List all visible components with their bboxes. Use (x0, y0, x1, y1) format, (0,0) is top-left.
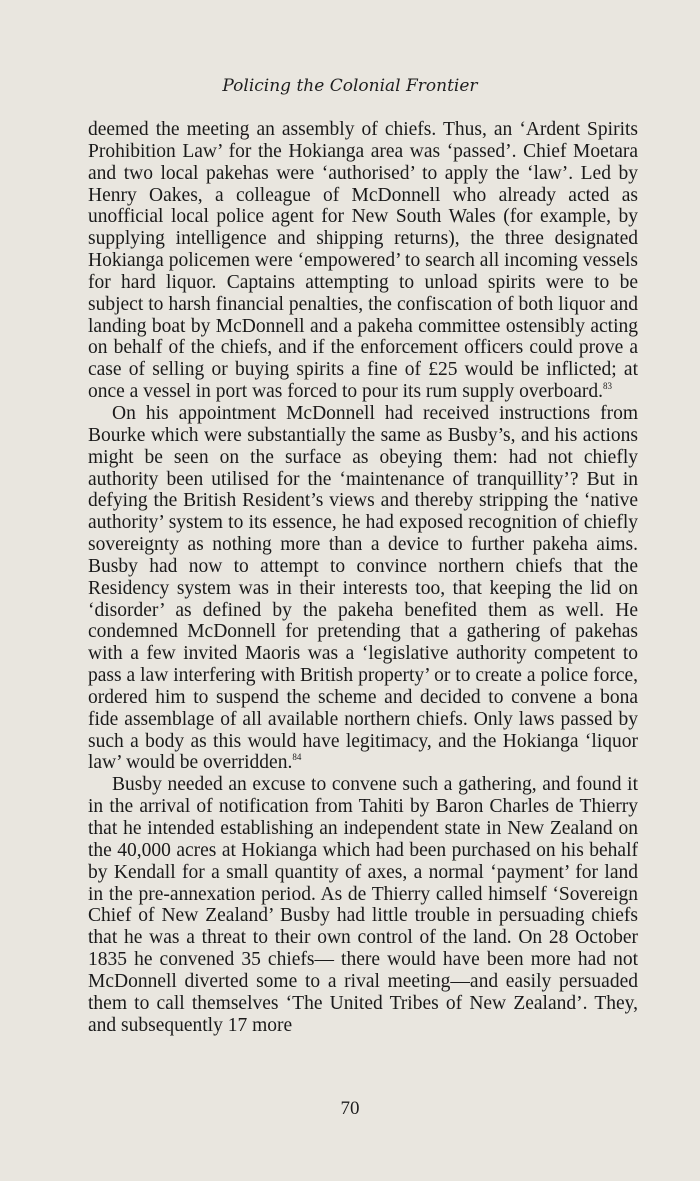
footnote-ref-83: 83 (603, 381, 612, 392)
page-number: 70 (340, 1098, 360, 1119)
paragraph-text: Busby needed an excuse to convene such a gathering, and found it in the arrival of notification from Tahiti by Baron Charles de Thierry that he intended establishing an independent state in New Zealand on the 40,000 acres at Hokianga which had been purchased on his behalf by Kendall for a small quantity of axes, a normal ‘payment’ for land in the pre-annexation period. As de Thierry called himself ‘Sovereign Chief of New Zealand’ Busby had little trouble in persuading chiefs that he was a threat to their own control of the land. On 28 October 1835 he convened 35 chiefs— there would have been more had not McDonnell diverted some to a rival meeting—and easily persuaded them to call themselves ‘The United Tribes of New Zealand’. They, and subsequently 17 more (88, 774, 638, 1036)
paragraph-3 (88, 774, 638, 1036)
footnote-ref-84: 84 (292, 752, 302, 763)
paragraph-text: On his appointment McDonnell had received instructions from Bourke which were substantially the same as Busby’s, and his actions might be seen on the surface as obeying them: had not chiefly authority been utilised for the ‘maintenance of tranquillity’? But in defying the British Resident’s views and thereby stripping the ‘native authority’ system to its essence, he had exposed recognition of chiefly sovereignty as nothing more than a device to further pakeha aims. Busby had now to attempt to convince northern chiefs that the Residency system was in their interests too, that keeping the lid on ‘disorder’ as defined by the pakeha benefited them as well. He condemned McDonnell for pretending that a gathering of pakehas with a few invited Maoris was a ‘legislative authority competent to pass a law interfering with British property’ or to create a police force, ordered him to suspend the scheme and decided to convene a bona fide assemblage of all available northern chiefs. Only laws passed by such a body as this would have legitimacy, and the Hokianga ‘liquor law’ would be overridden. (88, 402, 638, 774)
body-text (88, 119, 638, 1036)
running-head: Policing the Colonial Frontier (222, 76, 478, 96)
paragraph-text: deemed the meeting an assembly of chiefs. Thus, an ‘Ardent Spirits Prohibition Law’ for the Hokianga area was ‘passed’. Chief Moetara and two local pakehas were ‘authorised’ to apply the ‘law’. Led by Henry Oakes, a colleague of McDonnell who already acted as unofficial local police agent for New South Wales (for example, by supplying intelligence and shipping returns), the three designated Hokianga policemen were ‘empowered’ to search all incoming vessels for hard liquor. Captains attempting to unload spirits were to be subject to harsh financial penalties, the confiscation of both liquor and landing boat by McDonnell and a pakeha committee ostensibly acting on behalf of the chiefs, and if the enforcement officers could prove a case of selling or buying spirits a fine of £25 would be inflicted; at once a vessel in port was forced to pour its rum supply overboard. (88, 119, 638, 403)
paragraph-1 (88, 119, 638, 403)
paragraph-2 (88, 403, 638, 774)
